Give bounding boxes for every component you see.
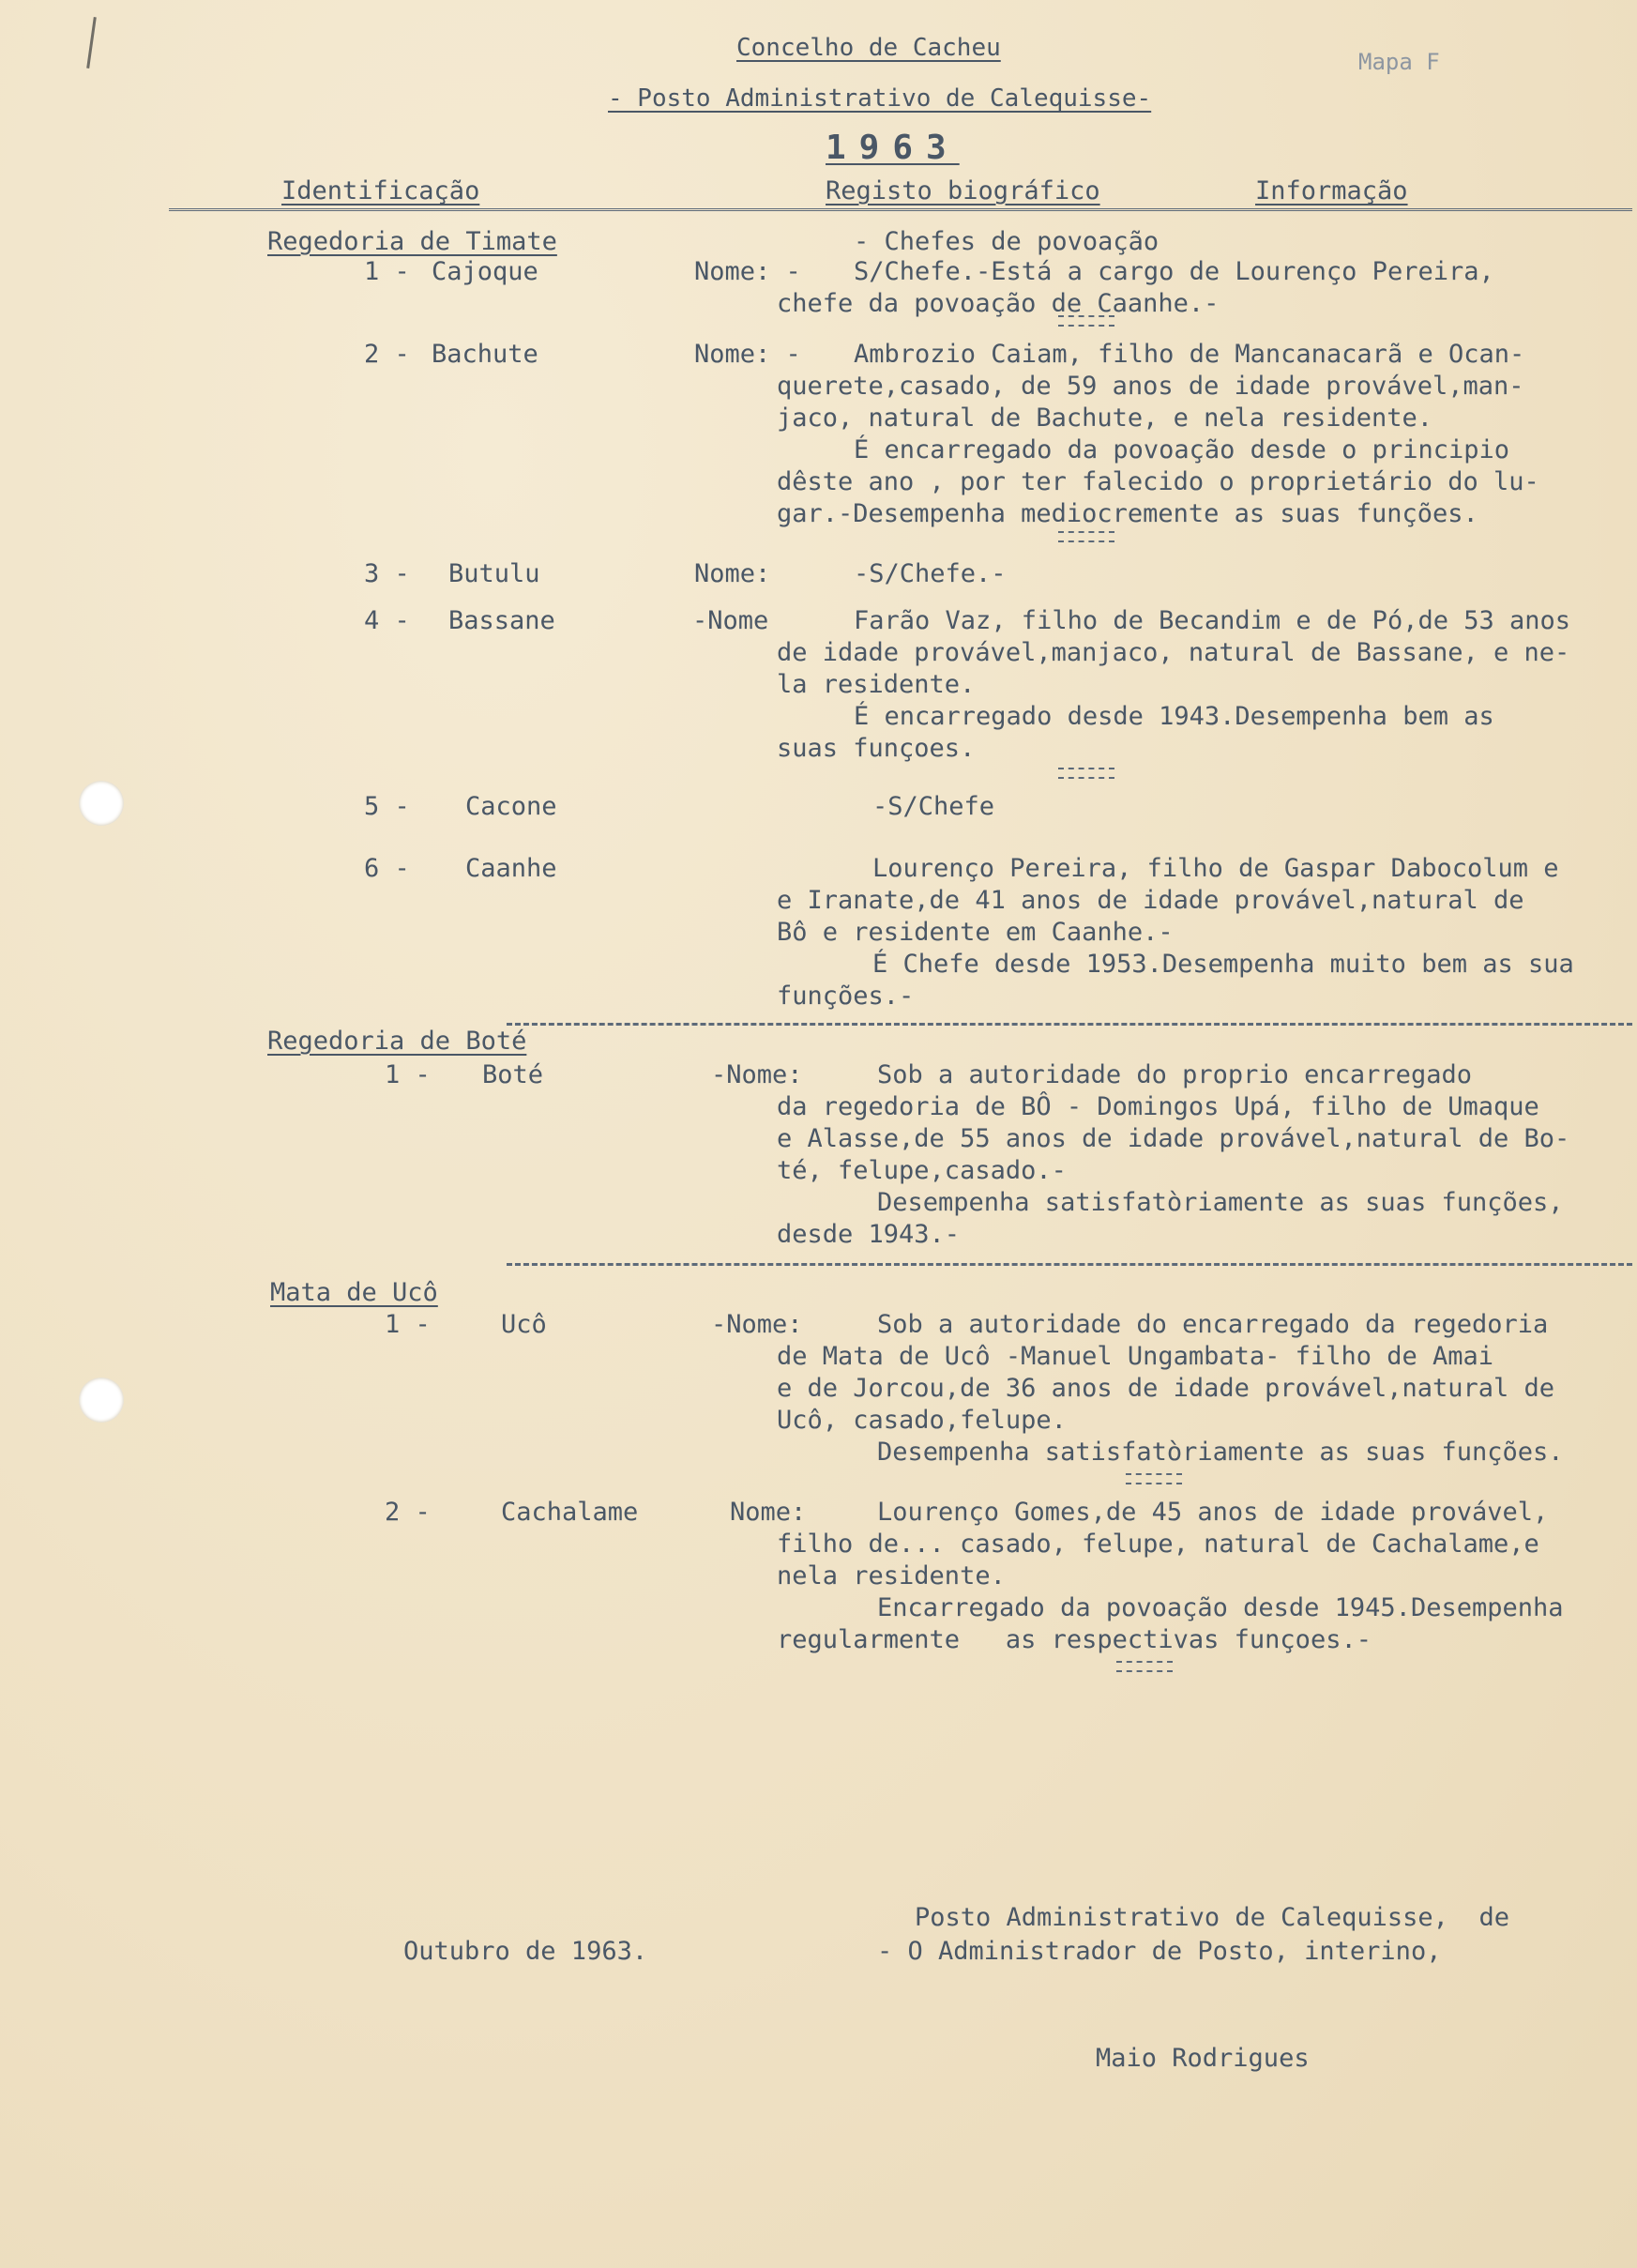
- entry-number: 2 -: [385, 1498, 431, 1527]
- entry-line: nela residente.: [777, 1561, 1006, 1591]
- entry-line: Bô e residente em Caanhe.-: [777, 918, 1174, 947]
- entry-line: de Mata de Ucô -Manuel Ungambata- filho de Amai: [777, 1342, 1494, 1371]
- entry-line: Ucô, casado,felupe.: [777, 1406, 1067, 1435]
- footer-posto-line: Posto Administrativo de Calequisse, de: [915, 1903, 1509, 1932]
- punch-hole-top: [79, 781, 124, 826]
- entry-end-mark: [1058, 315, 1114, 327]
- regedoria-heading: Mata de Ucô: [270, 1278, 438, 1307]
- entry-line: de idade provável,manjaco, natural de Bassane, e ne-: [777, 638, 1570, 667]
- entry-nome-label: Nome:: [730, 1498, 807, 1527]
- entry-end-mark: [1126, 1473, 1182, 1484]
- posto-title: - Posto Administrativo de Calequisse-: [608, 84, 1152, 113]
- entry-place: Bachute: [432, 340, 538, 369]
- entry-line: gar.-Desempenha mediocremente as suas funções.: [777, 499, 1478, 528]
- entry-line: e Alasse,de 55 anos de idade provável,natural de Bo-: [777, 1124, 1570, 1153]
- signature-name: Maio Rodrigues: [1096, 2044, 1310, 2073]
- entry-line: da regedoria de BÔ - Domingos Upá, filho de Umaque: [777, 1092, 1539, 1121]
- entry-number: 3 -: [364, 559, 410, 588]
- entry-line: Desempenha satisfatòriamente as suas funções.: [877, 1438, 1564, 1467]
- entry-number: 1 -: [385, 1060, 431, 1089]
- entry-line: Farão Vaz, filho de Becandim e de Pó,de 53 anos: [854, 606, 1571, 635]
- entry-line: funções.-: [777, 982, 915, 1011]
- entry-nome-label: Nome:: [694, 559, 771, 588]
- footer-date: Outubro de 1963.: [403, 1937, 648, 1966]
- entry-line: la residente.: [777, 670, 976, 699]
- entry-line: É encarregado desde 1943.Desempenha bem as: [854, 702, 1494, 731]
- entry-line: chefe da povoação de Caanhe.-: [777, 289, 1220, 318]
- entry-line: É encarregado da povoação desde o principio: [854, 435, 1509, 464]
- entry-place: Bassane: [448, 606, 555, 635]
- section-separator: [507, 1263, 1632, 1266]
- entry-number: 6 -: [364, 854, 410, 883]
- entry-nome-label: Nome: -: [694, 340, 801, 369]
- punch-hole-bottom: [79, 1378, 124, 1423]
- entry-line: filho de... casado, felupe, natural de Cachalame,e: [777, 1530, 1539, 1559]
- footer-admin-line: - O Administrador de Posto, interino,: [877, 1937, 1442, 1966]
- entry-end-mark: [1058, 531, 1114, 542]
- entry-line: jaco, natural de Bachute, e nela residente.: [777, 403, 1432, 433]
- entry-line: e Iranate,de 41 anos de idade provável,natural de: [777, 886, 1524, 915]
- pen-mark: [86, 17, 97, 68]
- entry-number: 5 -: [364, 792, 410, 821]
- subheading: - Chefes de povoação: [854, 227, 1160, 256]
- header-separator: [169, 208, 1632, 214]
- concelho-title: Concelho de Cacheu: [736, 34, 1001, 62]
- entry-place: Cajoque: [432, 257, 538, 286]
- entry-line: -S/Chefe: [872, 792, 995, 821]
- entry-line: S/Chefe.-Está a cargo de Lourenço Pereira,: [854, 257, 1494, 286]
- entry-line: Sob a autoridade do proprio encarregado: [877, 1060, 1472, 1089]
- entry-nome-label: -Nome:: [711, 1310, 803, 1339]
- entry-line: Sob a autoridade do encarregado da regedoria: [877, 1310, 1549, 1339]
- entry-number: 2 -: [364, 340, 410, 369]
- entry-line: suas funçoes.: [777, 734, 976, 763]
- entry-line: Encarregado da povoação desde 1945.Desempenha: [877, 1593, 1564, 1622]
- entry-place: Cacone: [465, 792, 557, 821]
- entry-line: É Chefe desde 1953.Desempenha muito bem as sua: [872, 950, 1574, 979]
- year-title: 1963: [826, 129, 960, 167]
- entry-line: dêste ano , por ter falecido o proprietário do lu-: [777, 467, 1539, 496]
- section-separator: [507, 1023, 1632, 1026]
- entry-place: Butulu: [448, 559, 540, 588]
- entry-line: desde 1943.-: [777, 1220, 961, 1249]
- column-registo: Registo biográfico: [826, 176, 1100, 205]
- entry-place: Ucô: [501, 1310, 547, 1339]
- entry-end-mark: [1058, 768, 1114, 779]
- entry-line: Ambrozio Caiam, filho de Mancanacarã e Ocan-: [854, 340, 1525, 369]
- entry-end-mark: [1116, 1661, 1173, 1672]
- regedoria-heading: Regedoria de Boté: [267, 1027, 527, 1056]
- regedoria-heading: Regedoria de Timate: [267, 227, 557, 256]
- entry-nome-label: -Nome: [692, 606, 769, 635]
- entry-place: Cachalame: [501, 1498, 639, 1527]
- entry-place: Caanhe: [465, 854, 557, 883]
- entry-line: -S/Chefe.-: [854, 559, 1007, 588]
- entry-line: Lourenço Pereira, filho de Gaspar Dabocolum e: [872, 854, 1559, 883]
- entry-number: 4 -: [364, 606, 410, 635]
- mapa-label: Mapa F: [1358, 49, 1440, 75]
- entry-number: 1 -: [385, 1310, 431, 1339]
- entry-nome-label: -Nome:: [711, 1060, 803, 1089]
- entry-line: Desempenha satisfatòriamente as suas funções,: [877, 1188, 1564, 1217]
- entry-line: té, felupe,casado.-: [777, 1156, 1067, 1185]
- entry-number: 1 -: [364, 257, 410, 286]
- column-identificacao: Identificação: [281, 176, 480, 205]
- column-informacao: Informação: [1255, 176, 1408, 205]
- entry-line: Lourenço Gomes,de 45 anos de idade provável,: [877, 1498, 1549, 1527]
- entry-line: e de Jorcou,de 36 anos de idade provável,natural de: [777, 1374, 1555, 1403]
- entry-nome-label: Nome: -: [694, 257, 801, 286]
- entry-line: regularmente as respectivas funçoes.-: [777, 1625, 1372, 1654]
- entry-place: Boté: [482, 1060, 544, 1089]
- entry-line: querete,casado, de 59 anos de idade provável,man-: [777, 372, 1524, 401]
